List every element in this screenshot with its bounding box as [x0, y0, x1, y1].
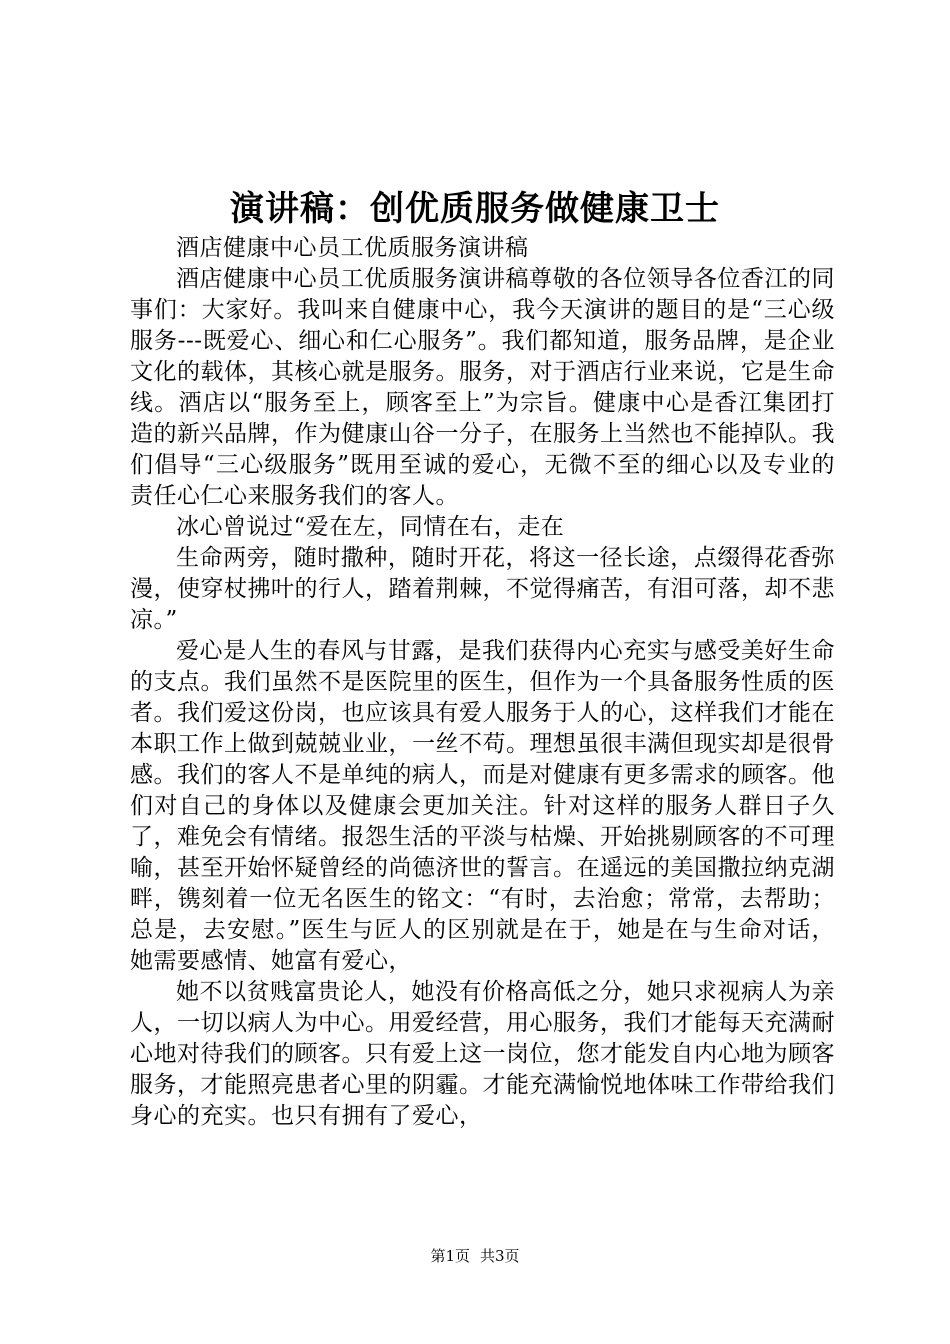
document-title: 演讲稿：创优质服务做健康卫士 — [230, 189, 720, 229]
paragraph: 酒店健康中心员工优质服务演讲稿尊敬的各位领导各位香江的同事们：大家好。我叫来自健康中心，我今天演讲的题目的是“三心级服务---既爱心、细心和仁心服务”。我们都知道，服务品牌，是企业文化的载体，其核心就是服务。服务，对于酒店行业来说，它是生命线。酒店以“服务至上，顾客至上”为宗旨。健康中心是香江集团打造的新兴品牌，作为健康山谷一分子，在服务上当然也不能掉队。我们倡导“三心级服务”既用至诚的爱心，无微不至的细心以及专业的责任心仁心来服务我们的客人。 — [130, 266, 835, 509]
paragraph: 生命两旁，随时撒种，随时开花，将这一径长途，点缀得花香弥漫，使穿杖拂叶的行人，踏着荆棘，不觉得痛苦，有泪可落，却不悲凉。” — [130, 545, 835, 633]
page-footer — [0, 1246, 950, 1266]
paragraph: 她不以贫贱富贵论人，她没有价格高低之分，她只求视病人为亲人，一切以病人为中心。用爱经营，用心服务，我们才能每天充满耐心地对待我们的顾客。只有爱上这一岗位，您才能发自内心地为顾客服务，才能照亮患者心里的阴霾。才能充满愉悦地体味工作带给我们身心的充实。也只有拥有了爱心， — [130, 979, 835, 1129]
document-body — [130, 233, 835, 1132]
paragraph: 爱心是人生的春风与甘露，是我们获得内心充实与感受美好生命的支点。我们虽然不是医院里的医生，但作为一个具备服务性质的医者。我们爱这份岗，也应该具有爱人服务于人的心，这样我们才能在本职工作上做到兢兢业业，一丝不苟。理想虽很丰满但现实却是很骨感。我们的客人不是单纯的病人，而是对健康有更多需求的顾客。他们对自己的身体以及健康会更加关注。针对这样的服务人群日子久了，难免会有情绪。报怨生活的平淡与枯燥、开始挑剔顾客的不可理喻，甚至开始怀疑曾经的尚德济世的誓言。在遥远的美国撒拉纳克湖畔，镌刻着一位无名医生的铭文：“有时，去治愈；常常，去帮助；总是，去安慰。”医生与匠人的区别就是在于，她是在与生命对话，她需要感情、她富有爱心， — [130, 638, 835, 974]
paragraph: 冰心曾说过“爱在左，同情在右，走在 — [176, 514, 565, 540]
page-total: 共3页 — [480, 1247, 520, 1265]
page-number: 第1页 — [430, 1247, 470, 1265]
paragraph: 酒店健康中心员工优质服务演讲稿 — [176, 235, 529, 261]
